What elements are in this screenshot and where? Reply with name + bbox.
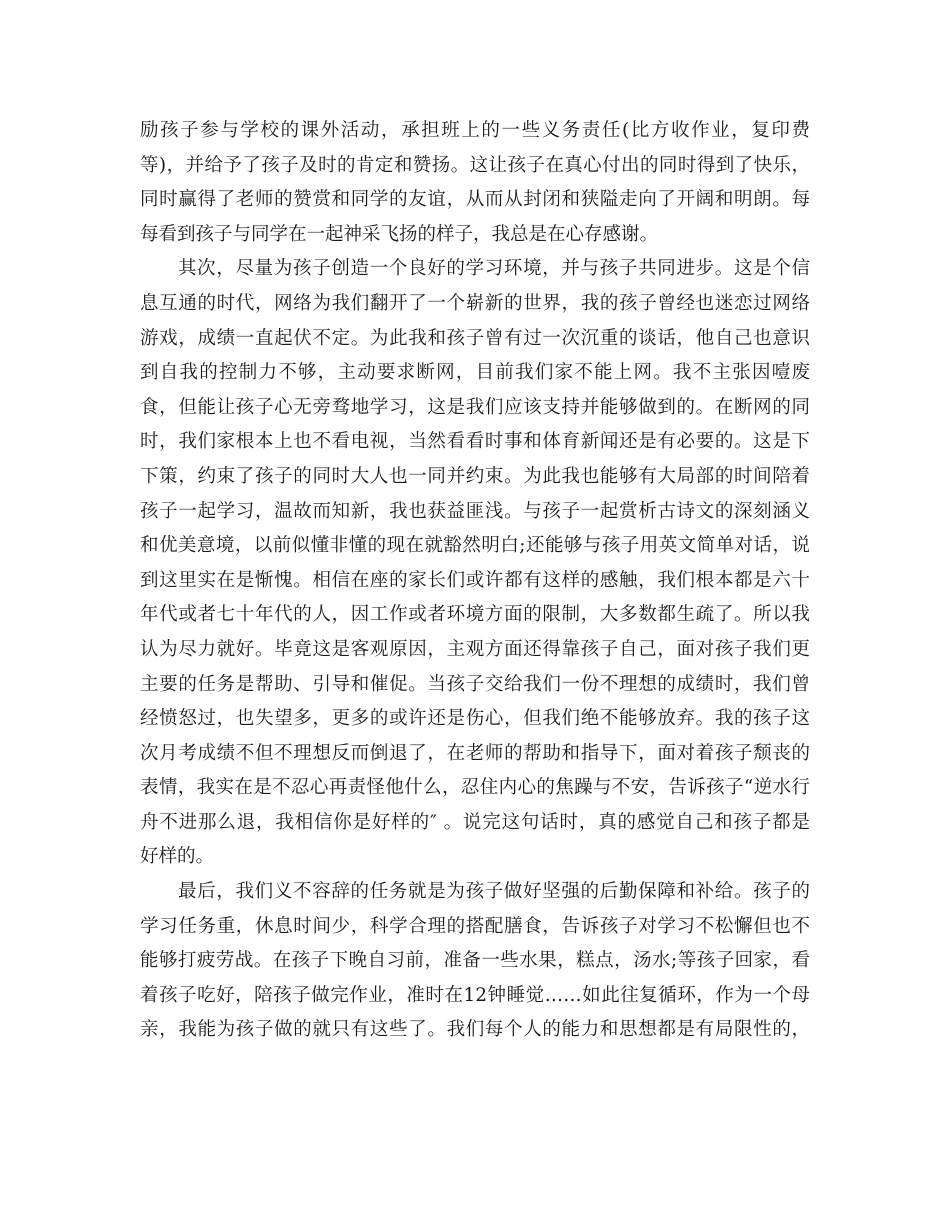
paragraph-1	[140, 114, 810, 252]
text-line: 下策，约束了孩子的同时大人也一同并约束。为此我也能够有大局部的时间陪着	[140, 465, 810, 487]
text-line: 和优美意境，以前似懂非懂的现在就豁然明白;还能够与孩子用英文简单对话，说	[140, 535, 810, 557]
text-line: 时，我们家根本上也不看电视，当然看看时事和体育新闻还是有必要的。这是下	[140, 431, 810, 453]
text-line: 经愤怒过，也失望多，更多的或许还是伤心，但我们绝不能够放弃。我的孩子这	[140, 708, 810, 730]
paragraph-3	[140, 875, 810, 1048]
text-line: 到自我的控制力不够，主动要求断网，目前我们家不能上网。我不主张因噎废	[140, 362, 810, 384]
document-body	[140, 114, 810, 1048]
text-line: 息互通的时代，网络为我们翻开了一个崭新的世界，我的孩子曾经也迷恋过网络	[140, 292, 810, 314]
text-line: 次月考成绩不但不理想反而倒退了，在老师的帮助和指导下，面对着孩子颓丧的	[140, 742, 810, 764]
text-line: 最后，我们义不容辞的任务就是为孩子做好坚强的后勤保障和补给。孩子的	[178, 881, 810, 903]
text-line: 学习任务重，休息时间少，科学合理的搭配膳食，告诉孩子对学习不松懈但也不	[140, 915, 810, 937]
text-line: 舟不进那么退，我相信你是好样的″ 。说完这句话时，真的感觉自己和孩子都是	[140, 811, 810, 833]
text-line: 食，但能让孩子心无旁骛地学习，这是我们应该支持并能够做到的。在断网的同	[140, 396, 810, 418]
text-line: 其次，尽量为孩子创造一个良好的学习环境，并与孩子共同进步。这是个信	[178, 258, 810, 280]
text-line: 每看到孩子与同学在一起神采飞扬的样子，我总是在心存感谢。	[140, 223, 659, 245]
text-line: 能够打疲劳战。在孩子下晚自习前，准备一些水果，糕点，汤水;等孩子回家，看	[140, 950, 810, 972]
text-line: 游戏，成绩一直起伏不定。为此我和孩子曾有过一次沉重的谈话，他自己也意识	[140, 327, 810, 349]
text-line: 表情，我实在是不忍心再责怪他什么，忍住内心的焦躁与不安，告诉孩子“逆水行	[140, 777, 810, 799]
text-line: 励孩子参与学校的课外活动，承担班上的一些义务责任(比方收作业，复印费	[140, 120, 810, 141]
text-line: 着孩子吃好，陪孩子做完作业，准时在12钟睡觉……如此往复循环，作为一个母	[140, 984, 810, 1006]
text-line: 主要的任务是帮助、引导和催促。当孩子交给我们一份不理想的成绩时，我们曾	[140, 673, 810, 695]
text-line: 等)，并给予了孩子及时的肯定和赞扬。这让孩子在真心付出的同时得到了快乐，	[140, 154, 810, 176]
text-line: 年代或者七十年代的人，因工作或者环境方面的限制，大多数都生疏了。所以我	[140, 604, 810, 626]
text-line: 同时赢得了老师的赞赏和同学的友谊，从而从封闭和狭隘走向了开阔和明朗。每	[140, 189, 810, 211]
text-line: 孩子一起学习，温故而知新，我也获益匪浅。与孩子一起赏析古诗文的深刻涵义	[140, 500, 810, 522]
text-line: 到这里实在是惭愧。相信在座的家长们或许都有这样的感触，我们根本都是六十	[140, 569, 810, 591]
text-line: 认为尽力就好。毕竟这是客观原因，主观方面还得靠孩子自己，面对孩子我们更	[140, 638, 810, 660]
paragraph-2	[140, 252, 810, 875]
text-line: 亲，我能为孩子做的就只有这些了。我们每个人的能力和思想都是有局限性的，	[140, 1019, 810, 1041]
text-line: 好样的。	[140, 846, 215, 868]
